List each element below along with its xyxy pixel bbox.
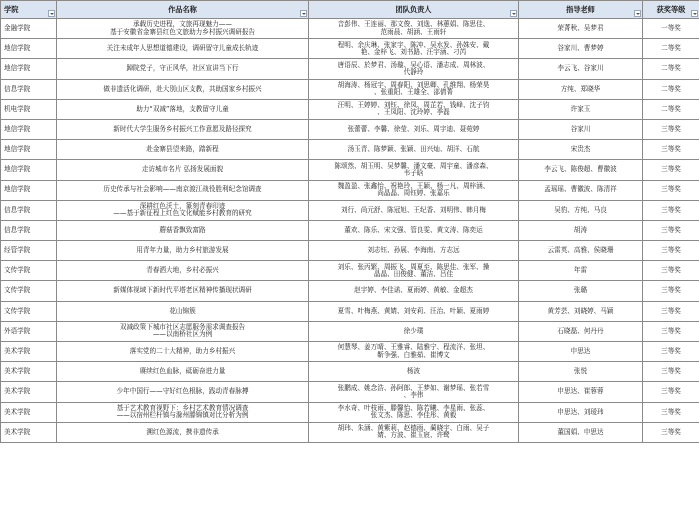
cell-work-line: ——以宿州栏杆镇与滁州滕锦镇对比分析为例 [116, 411, 249, 420]
cell-college: 外语学院 [1, 321, 57, 341]
cell-award: 三等奖 [643, 402, 699, 422]
cell-team [309, 422, 519, 442]
cell-advisor-line: 宋贵杰 [570, 145, 591, 154]
cell-advisor [519, 180, 643, 200]
cell-work-line: 新媒体视域下新时代平塔老区精神传播现状调研 [113, 286, 252, 295]
table-row [1, 362, 699, 382]
cell-advisor [519, 39, 643, 59]
cell-college: 美术学院 [1, 422, 57, 442]
cell-work [57, 402, 309, 422]
cell-team-line: 晶晶、田俊健、董洁、吕佳 [373, 269, 454, 278]
cell-work [57, 140, 309, 160]
cell-advisor-line: 荣菁秋、吴梦君 [557, 23, 604, 32]
cell-advisor [519, 301, 643, 321]
cell-work-line: 赓续红色血脉，砥砺奋进力量 [139, 367, 226, 376]
cell-work-line: 助力“双减”落地，支教留守儿童 [136, 104, 229, 113]
cell-team [309, 261, 519, 281]
table-row [1, 281, 699, 301]
cell-award: 三等奖 [643, 200, 699, 220]
cell-work [57, 99, 309, 119]
cell-work [57, 382, 309, 402]
cell-team-line: 赵宇婷、李佳诺、夏雨婷、黄敏、金超杰 [354, 286, 473, 295]
table-row [1, 241, 699, 261]
cell-award: 三等奖 [643, 241, 699, 261]
cell-team-line: 刘行、尚元舒、陈冠旭、王纪香、刘明伟、韩月梅 [340, 205, 487, 214]
cell-work [57, 160, 309, 180]
cell-award: 二等奖 [643, 39, 699, 59]
cell-team [309, 402, 519, 422]
cell-college: 美术学院 [1, 402, 57, 422]
filter-dropdown-icon[interactable] [691, 10, 698, 17]
cell-team [309, 140, 519, 160]
header-award: 获奖等级 [643, 1, 699, 19]
cell-award: 三等奖 [643, 422, 699, 442]
table-row [1, 402, 699, 422]
cell-work [57, 119, 309, 139]
cell-team-line: 、张重阳、王雄全、邵倩菁 [373, 88, 454, 97]
cell-advisor [519, 281, 643, 301]
cell-college: 美术学院 [1, 362, 57, 382]
cell-award: 三等奖 [643, 160, 699, 180]
cell-advisor [519, 321, 643, 341]
cell-college: 地信学院 [1, 119, 57, 139]
cell-advisor-line: 云雷英、高雅、侯晓珊 [547, 246, 614, 255]
cell-team-line: 刘志钰、孙展、李海南、方志远 [367, 246, 460, 255]
cell-award: 三等奖 [643, 382, 699, 402]
cell-advisor-line: 方纯、郑晓华 [560, 84, 601, 93]
cell-advisor [519, 402, 643, 422]
table-row [1, 39, 699, 59]
cell-work-line: 做非遗活化调研，赴大别山区支教，共助国家乡村振兴 [103, 84, 262, 93]
cell-award: 三等奖 [643, 180, 699, 200]
table-row [1, 342, 699, 362]
cell-team-line: 汪明、王婷婷、刘钰、徐凤、周芷若、钱峰、沈子钧 [337, 101, 490, 110]
cell-team-line: 董欢、陈乐、宋文强、管良雯、黄文涛、陈奕运 [344, 225, 483, 234]
cell-work [57, 362, 309, 382]
cell-advisor [519, 382, 643, 402]
cell-award: 三等奖 [643, 342, 699, 362]
cell-advisor-line: 年雷 [573, 266, 588, 275]
cell-college: 美术学院 [1, 382, 57, 402]
cell-team-line: 陈颂然、胡玉明、吴梦馨、潘文豪、周宇童、潘彦森、 [334, 161, 493, 170]
cell-advisor-line: 申思达、崔蓉蓉 [557, 387, 604, 396]
cell-work-line: 基于艺术教育视野下：乡村艺术教育情况调查 [116, 403, 249, 412]
cell-advisor [519, 79, 643, 99]
cell-award: 三等奖 [643, 281, 699, 301]
cell-college: 地信学院 [1, 59, 57, 79]
cell-work-line: ——基于新征程上红色文化赋能乡村教育的研究 [113, 209, 252, 218]
table-row [1, 79, 699, 99]
cell-work-line: 用青年力量，助力乡村旅游发展 [136, 246, 229, 255]
table-row [1, 99, 699, 119]
cell-team [309, 382, 519, 402]
cell-advisor-line: 吴豹、方纯、马良 [554, 205, 607, 214]
cell-team-line: 胡玮、朱涵、黄紫莉、赵德雨、蔺晓宇、白雨、吴子 [337, 424, 490, 433]
cell-college: 文传学院 [1, 281, 57, 301]
cell-work [57, 220, 309, 240]
cell-team-line: 刘乐、张丙繁、周振飞、周夏至、陈思佳、张军、操 [337, 262, 490, 271]
table-row [1, 160, 699, 180]
cell-work-line: 深耕红色沃土，篆刻青春印迹 [139, 202, 226, 211]
cell-college: 文传学院 [1, 301, 57, 321]
cell-team [309, 160, 519, 180]
cell-team-line: 、王凤阳、沈玲婷、季磊 [377, 108, 450, 117]
cell-award: 三等奖 [643, 321, 699, 341]
cell-award: 三等奖 [643, 220, 699, 240]
table-body [1, 19, 699, 443]
cell-team-line: 唐语辰、於梦君、汤璇、吴心语、潘志成、周林波、 [337, 60, 490, 69]
filter-dropdown-icon[interactable] [300, 10, 307, 17]
cell-team-line: 婧、方波、崔玉宸、许鹭 [377, 431, 450, 440]
table-row [1, 301, 699, 321]
cell-work [57, 321, 309, 341]
cell-advisor-line: 董国娟、申思达 [557, 427, 604, 436]
cell-team-line: 艳、金梓飞、刘书路、汪宇涵、刁芮 [360, 47, 467, 56]
cell-work-line: 青春洒大地，乡村必振兴 [146, 266, 219, 275]
cell-team-line: 靳争强、白雅茹、崔博文 [377, 350, 450, 359]
cell-advisor-line: 谷家川、曹梦婷 [557, 44, 604, 53]
cell-advisor-line: 张璐 [573, 286, 588, 295]
cell-team-line: 张蕾蕾、李馨、徐莹、刘乐、周宇迪、聂菀婷 [347, 124, 480, 133]
cell-work-line: 走访城市名片 弘扬发展面貌 [141, 165, 224, 174]
cell-award: 三等奖 [643, 362, 699, 382]
header-work: 作品名称 [57, 1, 309, 19]
header-row [1, 1, 699, 19]
cell-team-line: 汤玉青、陈梦颖、张颖、田兴灿、胡洋、石航 [347, 145, 480, 154]
cell-award: 二等奖 [643, 79, 699, 99]
cell-college: 文传学院 [1, 261, 57, 281]
cell-college: 地信学院 [1, 180, 57, 200]
cell-team [309, 39, 519, 59]
cell-team-line: 张文杰、陈思、李佳彤、黄毅 [370, 411, 457, 420]
cell-advisor [519, 342, 643, 362]
cell-work-line: ——以南桥社区为例 [152, 330, 213, 339]
cell-team [309, 180, 519, 200]
cell-advisor [519, 422, 643, 442]
cell-team [309, 281, 519, 301]
cell-team [309, 79, 519, 99]
cell-team [309, 59, 519, 79]
cell-work-line: 踔院党子，守正风华，社区宣讲当下行 [126, 64, 239, 73]
cell-work-line: 蘑菇香飘致富路 [159, 225, 206, 234]
cell-advisor-line: 黄芳芸、刘晓婷、马颖 [547, 306, 614, 315]
cell-team-line: 程明、余庆琳、张家宇、陈冲、吴水发、孙姝安、戴 [337, 40, 490, 49]
cell-advisor-line: 李云飞、陈俊超、曹徽波 [544, 165, 617, 174]
cell-work-line: 双减政策下城市社区志愿服务需求调查报告 [119, 323, 246, 332]
table-row [1, 261, 699, 281]
cell-team-line: 徐少璞 [403, 326, 424, 335]
filter-dropdown-icon[interactable] [634, 10, 641, 17]
cell-team [309, 321, 519, 341]
cell-advisor-line: 张悦 [573, 367, 588, 376]
cell-team-line: 何慧琴、姜万晴、王雅睿、陆雅宁、程流洋、张坦、 [337, 343, 490, 352]
cell-advisor [519, 160, 643, 180]
cell-work [57, 200, 309, 220]
header-team: 团队负责人 [309, 1, 519, 19]
table-row [1, 59, 699, 79]
cell-team-line: 李水奇、叶枝雨、滕馨怡、陈若曦、李星雨、张蕊、 [337, 403, 490, 412]
cell-work [57, 301, 309, 321]
filter-dropdown-icon[interactable] [48, 10, 55, 17]
cell-team [309, 19, 519, 39]
cell-team-line: 杨波 [406, 367, 421, 376]
cell-award: 三等奖 [643, 261, 699, 281]
cell-work [57, 342, 309, 362]
cell-team [309, 220, 519, 240]
cell-award: 三等奖 [643, 119, 699, 139]
cell-work [57, 261, 309, 281]
cell-college: 地信学院 [1, 160, 57, 180]
cell-team-line: 音彭伟、王连丽、那文俊、刘逸、林蕙娟、陈思佳、 [337, 20, 490, 29]
cell-work [57, 422, 309, 442]
cell-award: 三等奖 [643, 301, 699, 321]
cell-advisor [519, 19, 643, 39]
cell-work [57, 19, 309, 39]
table-row [1, 19, 699, 39]
cell-advisor [519, 59, 643, 79]
cell-work [57, 180, 309, 200]
header-advisor: 指导老师 [519, 1, 643, 19]
cell-work-line: 溯红色源流，携非遗传承 [146, 427, 219, 436]
table-row [1, 180, 699, 200]
cell-team [309, 342, 519, 362]
cell-team [309, 241, 519, 261]
cell-advisor-line: 申思达、刘瑷玮 [557, 407, 604, 416]
cell-team [309, 200, 519, 220]
cell-team-line: 尚晶晶、周钰婷、张嘉乐 [377, 189, 450, 198]
cell-college: 信息学院 [1, 200, 57, 220]
cell-work-line: 花山锦簇 [169, 306, 196, 315]
cell-work-line: 落实党的二十大精神，助力乡村振兴 [129, 346, 236, 355]
cell-college: 信息学院 [1, 79, 57, 99]
table-row [1, 422, 699, 442]
cell-team [309, 362, 519, 382]
cell-advisor [519, 99, 643, 119]
cell-advisor [519, 140, 643, 160]
cell-advisor [519, 362, 643, 382]
cell-advisor-line: 石晓磊、何丹丹 [557, 326, 604, 335]
cell-advisor [519, 119, 643, 139]
table-row [1, 382, 699, 402]
cell-work-line: 关注未成年人思想道德建设，调研留守儿童成长轨迹 [106, 44, 259, 53]
cell-college: 经管学院 [1, 241, 57, 261]
cell-work [57, 241, 309, 261]
cell-work [57, 59, 309, 79]
cell-work-line: 新时代大学生服务乡村振兴工作意愿及路径探究 [113, 124, 252, 133]
cell-advisor [519, 261, 643, 281]
cell-advisor-line: 孟瑶瑶、曹徽波、陈清祥 [544, 185, 617, 194]
cell-work-line: 基于安徽省金寨县红色文旅助力乡村振兴调研报告 [109, 27, 256, 36]
cell-college: 美术学院 [1, 342, 57, 362]
cell-college: 金融学院 [1, 19, 57, 39]
cell-advisor-line: 胡涛 [573, 225, 588, 234]
cell-advisor-line: 申思达 [570, 346, 591, 355]
cell-team-line: 张鹏成、姚念浩、孙阿郎、王梦如、谢梦瑶、张若雪 [337, 383, 490, 392]
cell-work-line: 历史传承与社会影响——南京渡江战役胜利纪念馆调查 [103, 185, 262, 194]
cell-work [57, 79, 309, 99]
cell-advisor-line: 许家玉 [570, 104, 591, 113]
cell-team-line: 韦子晗 [403, 168, 424, 177]
cell-work [57, 39, 309, 59]
cell-work-line: 赴金寨县望来路，踏新程 [146, 145, 219, 154]
cell-award: 二等奖 [643, 59, 699, 79]
cell-team [309, 119, 519, 139]
cell-advisor [519, 241, 643, 261]
header-college: 学院 [1, 1, 57, 19]
cell-advisor [519, 220, 643, 240]
cell-work-line: 承载历史进程，文旅再现魅力—— [133, 20, 232, 29]
cell-team-line: 夏雪、叶梅燕、黄婧、刘安莉、汪治、叶颖、夏雨婷 [337, 306, 490, 315]
cell-college: 信息学院 [1, 220, 57, 240]
table-row [1, 119, 699, 139]
table-row [1, 140, 699, 160]
cell-team-line: 代静玲 [403, 67, 424, 76]
cell-team-line: 范雨晨、胡涵、王雨轩 [380, 27, 447, 36]
cell-work-line: 少年中国行——守好红色根脉，践动青春脉搏 [116, 387, 249, 396]
cell-team [309, 301, 519, 321]
cell-college: 机电学院 [1, 99, 57, 119]
table-row [1, 220, 699, 240]
table-header [1, 1, 699, 19]
cell-team [309, 99, 519, 119]
cell-college: 地信学院 [1, 39, 57, 59]
table-row [1, 321, 699, 341]
cell-team-line: 胡海涛、杨冠宇、周春阳、刘思卿、孔维翔、杨荣昊 [337, 80, 490, 89]
filter-dropdown-icon[interactable] [510, 10, 517, 17]
cell-college: 地信学院 [1, 140, 57, 160]
cell-team-line: 魏盈盈、张鑫怡、祝艳玲、王颖、杨一凡、周梓涵、 [337, 181, 490, 190]
table-row [1, 200, 699, 220]
cell-award: 三等奖 [643, 140, 699, 160]
cell-award: 一等奖 [643, 19, 699, 39]
cell-work [57, 281, 309, 301]
cell-advisor-line: 谷家川 [570, 124, 591, 133]
cell-award: 二等奖 [643, 99, 699, 119]
cell-team-line: 、李伟 [403, 390, 424, 399]
cell-advisor-line: 李云飞、谷家川 [557, 64, 604, 73]
cell-advisor [519, 200, 643, 220]
